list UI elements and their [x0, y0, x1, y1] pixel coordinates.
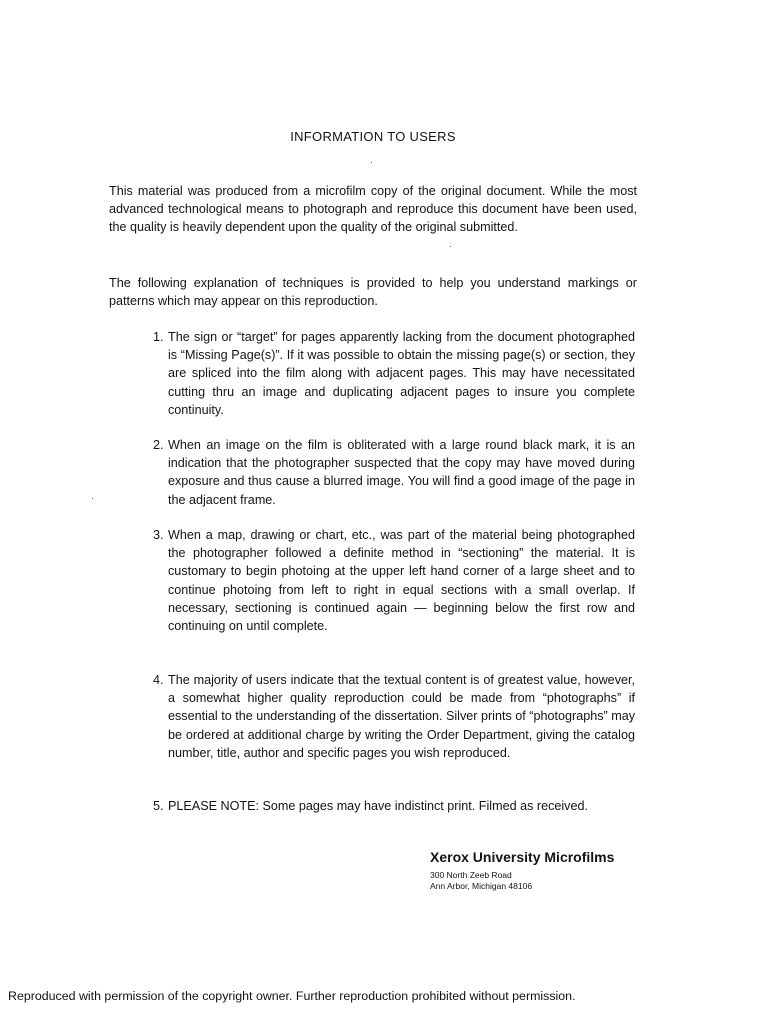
list-item-number: 1.: [153, 330, 164, 344]
list-item-text: PLEASE NOTE: Some pages may have indistinct print. Filmed as received.: [168, 799, 588, 813]
address-line-2: Ann Arbor, Michigan 48106: [430, 881, 533, 891]
list-item-number: 2.: [153, 438, 164, 452]
list-item: [153, 671, 635, 762]
address-line-1: 300 North Zeeb Road: [430, 870, 512, 880]
publisher-address: [430, 870, 730, 892]
list-item: [153, 436, 635, 509]
scan-speck: [450, 246, 451, 247]
list-item: [153, 328, 635, 419]
list-item-number: 5.: [153, 799, 164, 813]
scan-speck: [371, 162, 372, 163]
list-item-text: The sign or “target” for pages apparently lacking from the document photographed is “Missing Page(s)”. If it was possible to obtain the missing page(s) or section, they are spliced into the film along with adjacent pages. This may have necessitated cutting thru an image and duplicating adjacent pages to insure you complete continuity.: [168, 330, 635, 417]
explanation-paragraph: The following explanation of techniques is provided to help you understand markings or patterns which may appear on this reproduction.: [109, 276, 637, 309]
list-item-number: 3.: [153, 528, 164, 542]
list-item: [153, 526, 635, 635]
list-item-text: The majority of users indicate that the textual content is of greatest value, however, a somewhat higher quality reproduction could be made from “photographs” if essential to the understanding of the dissertation. Silver prints of “photographs” may be ordered at additional charge by writing the Order Department, giving the catalog number, title, author and specific pages you wish reproduced.: [168, 673, 635, 760]
scan-speck: [92, 498, 93, 499]
intro-paragraph: This material was produced from a microfilm copy of the original document. While the most advanced technological means to photograph and reproduce this document have been used, the quality is heavily dependent upon the quality of the original submitted.: [109, 184, 637, 235]
copyright-footer: Reproduced with permission of the copyright owner. Further reproduction prohibited without permission.: [8, 989, 576, 1003]
list-item-number: 4.: [153, 673, 164, 687]
publisher-block: [430, 848, 730, 892]
page-title: INFORMATION TO USERS: [290, 129, 456, 144]
list-item-text: When a map, drawing or chart, etc., was part of the material being photographed the photographer followed a definite method in “sectioning” the material. It is customary to begin photoing at the upper left hand corner of a large sheet and to continue photoing from left to right in equal sections with a small overlap. If necessary, sectioning is continued again — beginning below the first row and continuing on until complete.: [168, 528, 635, 634]
list-item: [153, 797, 635, 815]
publisher-name: Xerox University Microfilms: [430, 849, 615, 865]
list-item-text: When an image on the film is obliterated with a large round black mark, it is an indication that the photographer suspected that the copy may have moved during exposure and thus cause a blurred image. You will find a good image of the page in the adjacent frame.: [168, 438, 635, 507]
